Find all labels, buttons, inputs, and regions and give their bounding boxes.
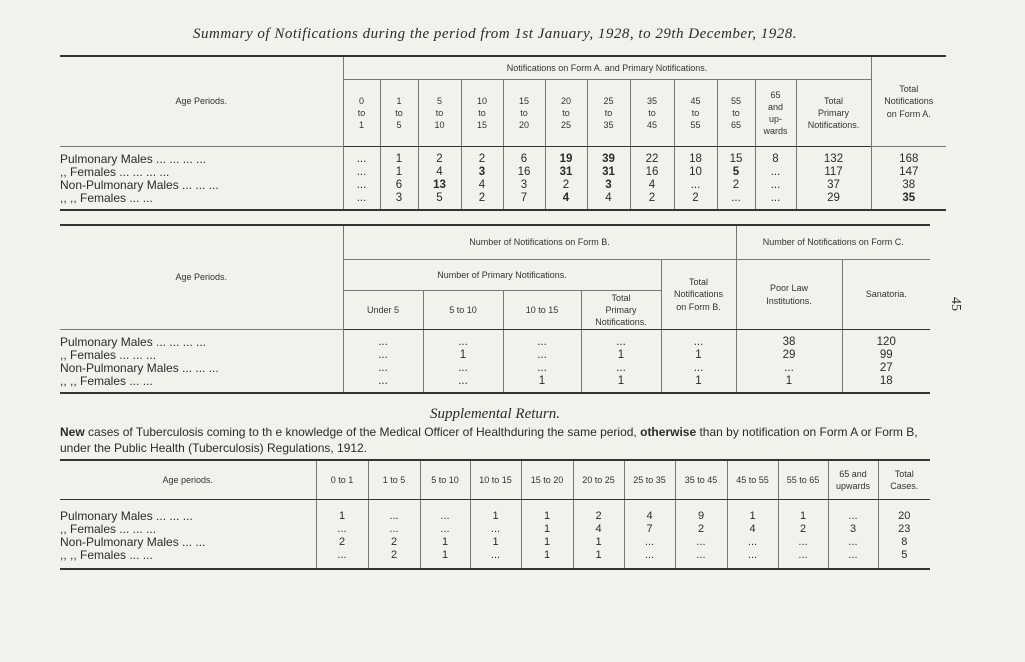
table-cell: 20 [878,500,930,524]
age-column-header: 1 to 5 [380,80,418,147]
table-cell: 5 [878,549,930,569]
table-cell: ... [420,523,470,536]
table-cell: 2 [630,192,674,210]
table-cell: ... [503,362,581,375]
table-cell: ... [343,330,423,350]
age-column-header: 10 to 15 [470,460,521,500]
table-cell: ... [736,362,842,375]
row-label: Non-Pulmonary Males ... ... ... [60,361,219,375]
age-column-header: 10 to 15 [461,80,503,147]
table-cell: 39 [587,147,630,167]
table-cell: 8 [878,536,930,549]
table-cell: 4 [418,166,461,179]
table-cell: ... [675,536,727,549]
table-cell: ... [624,536,675,549]
table-cell: ... [581,362,661,375]
age-periods-header: Age Periods. [60,225,343,330]
table-cell: 1 [661,349,736,362]
page-number: 45 [948,297,963,311]
age-column-header: 35 to 45 [675,460,727,500]
age-column-header: 25 to 35 [624,460,675,500]
table-cell: ... [624,549,675,569]
supplemental-table [60,459,930,570]
table-cell: 6 [380,179,418,192]
table-cell: ... [368,500,420,524]
form-c-header: Number of Notifications on Form C. [736,225,930,260]
age-column-header: 65 and up- wards [755,80,796,147]
table-cell: ... [717,192,755,210]
table-row [60,147,946,167]
table-cell: 2 [717,179,755,192]
table-cell: 29 [736,349,842,362]
age-column-header: 55 to 65 [717,80,755,147]
table-cell: ... [661,362,736,375]
age-column-header: 0 to 1 [343,80,380,147]
table-cell: 2 [368,536,420,549]
table-cell: ... [675,549,727,569]
table-cell: 4 [573,523,624,536]
table-cell: 1 [581,349,661,362]
table-cell: 1 [521,500,573,524]
form-b-c-table [60,224,930,394]
table-cell: 1 [470,536,521,549]
table-cell: 120 [842,330,930,350]
10-to-15-header: 10 to 15 [503,291,581,330]
upwards-header: 65 and upwards [828,460,878,500]
table-row [60,362,930,375]
table-cell: 1 [380,166,418,179]
table-cell: 117 [796,166,871,179]
table-cell: 1 [581,375,661,393]
table-cell: 10 [674,166,717,179]
table-cell: ... [674,179,717,192]
row-label: ,, Females ... ... ... [60,348,157,362]
supplemental-text: New cases of Tuberculosis coming to th e knowledge of the Medical Officer of Healthduring the same period, otherwise than by notification on Form A or Form B, under the Public Health (Tuberculosis) Regulations, 1912. [60,425,918,455]
age-periods-header: Age periods. [60,460,316,500]
table-cell: 1 [736,375,842,393]
table-cell: 3 [380,192,418,210]
table-cell: 1 [573,549,624,569]
table-cell: 1 [503,375,581,393]
table-cell: 2 [461,147,503,167]
table-cell: ... [316,523,368,536]
poor-law-header: Poor Law Institutions. [736,260,842,330]
5-to-10-header: 5 to 10 [423,291,503,330]
table-cell: 4 [545,192,587,210]
age-periods-header: Age Periods. [60,56,343,147]
table-cell: 2 [573,500,624,524]
table-row [60,500,930,524]
form-a-table [60,55,946,211]
table-cell: 16 [630,166,674,179]
table-cell: 18 [674,147,717,167]
table-cell: 1 [727,500,778,524]
row-label: Pulmonary Males ... ... ... [60,509,193,523]
table-cell: ... [423,362,503,375]
row-label: ,, ,, Females ... ... [60,548,153,562]
table-cell: 3 [587,179,630,192]
primary-notifications-header: Number of Primary Notifications. [343,260,661,291]
table-cell: 4 [630,179,674,192]
table-cell: 35 [871,192,946,210]
table-row [60,549,930,569]
table-cell: ... [343,192,380,210]
table-cell: 19 [545,147,587,167]
table-cell: 23 [878,523,930,536]
table-cell: 38 [871,179,946,192]
age-column-header: 15 to 20 [521,460,573,500]
table-cell: 1 [661,375,736,393]
table-cell: 4 [587,192,630,210]
table-cell: ... [420,500,470,524]
table-cell: 7 [503,192,545,210]
table-cell: 4 [624,500,675,524]
table-row [60,536,930,549]
total-form-b-header: Total Notifications on Form B. [661,260,736,330]
table-cell: ... [755,192,796,210]
table-cell: ... [470,523,521,536]
table-cell: 1 [521,549,573,569]
table-cell: ... [343,375,423,393]
total-form-a-header: Total Notifications on Form A. [871,56,946,147]
table-cell: 3 [461,166,503,179]
row-label: Non-Pulmonary Males ... ... [60,535,206,549]
table-cell: 2 [418,147,461,167]
table-cell: 31 [545,166,587,179]
table-cell: ... [755,166,796,179]
table-row [60,192,946,210]
table-cell: ... [778,536,828,549]
table-cell: 27 [842,362,930,375]
table-cell: 15 [717,147,755,167]
table-cell: ... [778,549,828,569]
total-primary-header: Total Primary Notifications. [796,80,871,147]
row-label: ,, Females ... ... ... ... [60,165,170,179]
table-cell: 37 [796,179,871,192]
form-b-header: Number of Notifications on Form B. [343,225,736,260]
table-cell: 4 [727,523,778,536]
table-cell: 18 [842,375,930,393]
age-column-header: 5 to 10 [420,460,470,500]
table-cell: 8 [755,147,796,167]
table-cell: 1 [420,536,470,549]
table-cell: 29 [796,192,871,210]
age-column-header: 15 to 20 [503,80,545,147]
table-cell: ... [343,166,380,179]
table-cell: 2 [461,192,503,210]
table-cell: ... [503,330,581,350]
table-cell: ... [661,330,736,350]
row-label: ,, ,, Females ... ... [60,191,153,205]
table-cell: 2 [368,549,420,569]
total-cases-header: Total Cases. [878,460,930,500]
table-cell: 2 [675,523,727,536]
age-column-header: 25 to 35 [587,80,630,147]
table-cell: 3 [828,523,878,536]
table-cell: ... [368,523,420,536]
table-cell: 1 [778,500,828,524]
table-cell: 1 [420,549,470,569]
table-cell: 168 [871,147,946,167]
age-column-header: 1 to 5 [368,460,420,500]
row-label: Non-Pulmonary Males ... ... ... [60,178,219,192]
age-column-header: 55 to 65 [778,460,828,500]
table-cell: ... [727,549,778,569]
table-cell: ... [828,500,878,524]
table-cell: 13 [418,179,461,192]
age-column-header: 35 to 45 [630,80,674,147]
table-cell: ... [503,349,581,362]
table-cell: 5 [717,166,755,179]
table-cell: 99 [842,349,930,362]
table-cell: 7 [624,523,675,536]
table-cell: ... [470,549,521,569]
table-cell: 2 [316,536,368,549]
page-title: Summary of Notifications during the period from 1st January, 1928, to 29th December, 1928. [193,26,797,42]
table-cell: 16 [503,166,545,179]
table-cell: 5 [418,192,461,210]
table-cell: ... [343,362,423,375]
table-cell: 1 [380,147,418,167]
table-cell: 1 [316,500,368,524]
age-column-header: 0 to 1 [316,460,368,500]
age-column-header: 45 to 55 [727,460,778,500]
table-cell: 2 [545,179,587,192]
table-cell: 1 [470,500,521,524]
table-row [60,179,946,192]
age-column-header: 20 to 25 [545,80,587,147]
table-cell: ... [727,536,778,549]
table-cell: 4 [461,179,503,192]
table-cell: 22 [630,147,674,167]
row-label: ,, Females ... ... ... [60,522,157,536]
table-cell: ... [423,330,503,350]
row-label: Pulmonary Males ... ... ... ... [60,152,207,166]
table-cell: 1 [521,536,573,549]
table-cell: ... [755,179,796,192]
table-row [60,330,930,350]
table-row [60,375,930,393]
table-cell: 1 [423,349,503,362]
table-cell: ... [581,330,661,350]
table-cell: 2 [674,192,717,210]
table-cell: 31 [587,166,630,179]
table-cell: 3 [503,179,545,192]
age-column-header: 45 to 55 [674,80,717,147]
age-column-header: 20 to 25 [573,460,624,500]
table-cell: ... [343,349,423,362]
form-a-group-header: Notifications on Form A. and Primary Notifications. [343,56,871,80]
table-cell: 2 [778,523,828,536]
sanatoria-header: Sanatoria. [842,260,930,330]
table-cell: 9 [675,500,727,524]
table-cell: 147 [871,166,946,179]
row-label: ,, ,, Females ... ... [60,374,153,388]
table-cell: 1 [521,523,573,536]
table-cell: ... [828,549,878,569]
table-cell: 6 [503,147,545,167]
table-cell: ... [828,536,878,549]
table-cell: ... [343,147,380,167]
under-5-header: Under 5 [343,291,423,330]
row-label: Pulmonary Males ... ... ... ... [60,335,207,349]
table-cell: ... [343,179,380,192]
age-column-header: 5 to 10 [418,80,461,147]
total-primary-header: Total Primary Notifications. [581,291,661,330]
table-cell: 1 [573,536,624,549]
table-cell: 38 [736,330,842,350]
table-cell: ... [423,375,503,393]
table-cell: 132 [796,147,871,167]
supplemental-title: Supplemental Return. [430,406,560,422]
table-cell: ... [316,549,368,569]
